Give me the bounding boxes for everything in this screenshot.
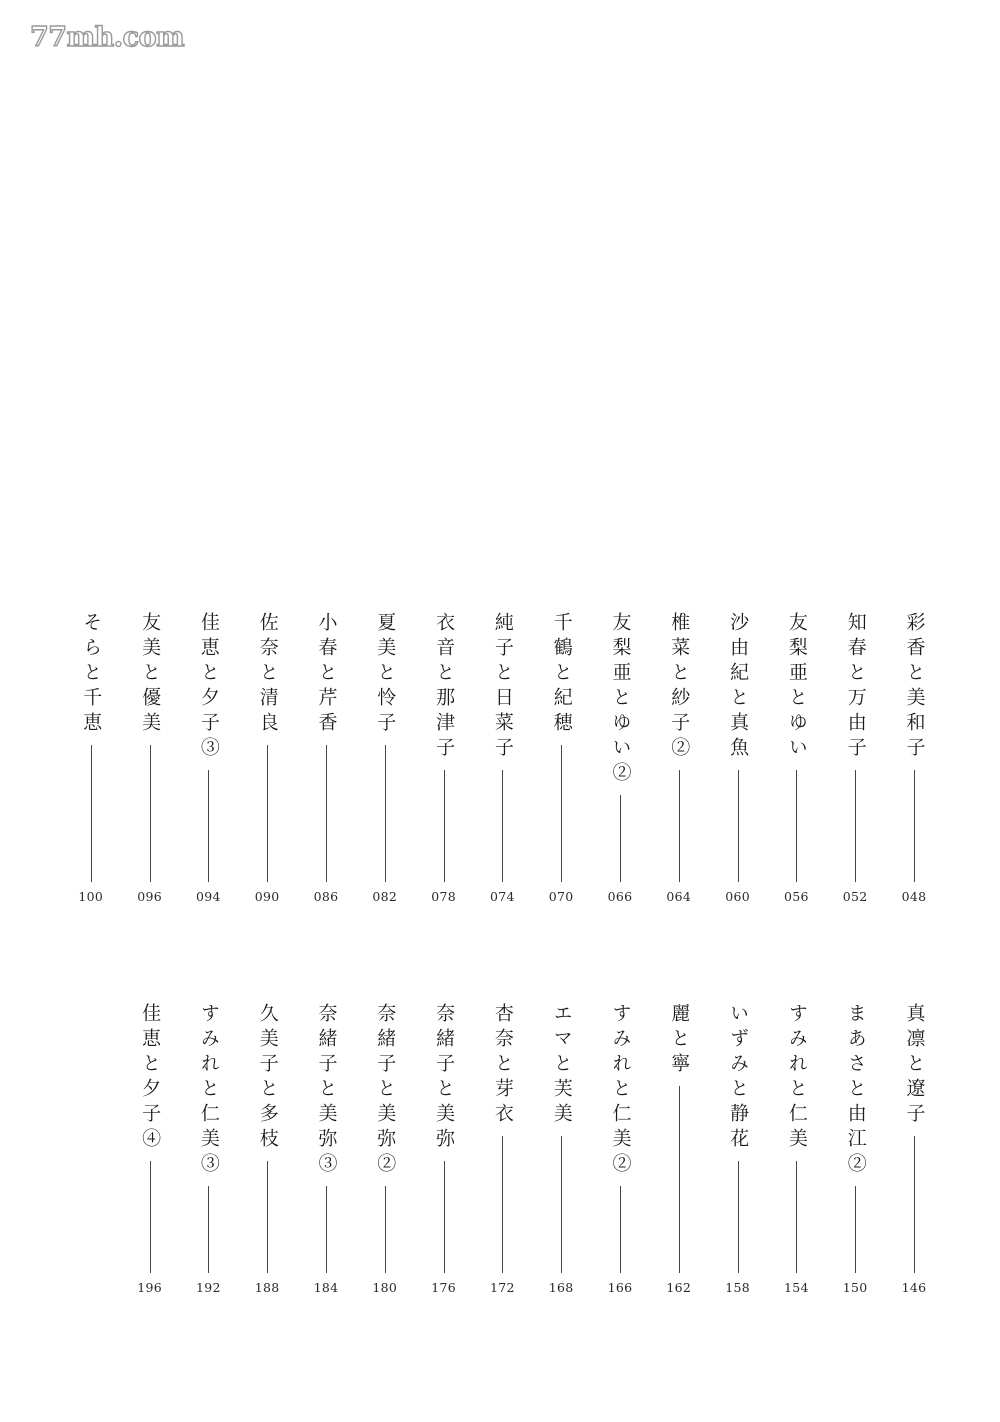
toc-leader-line	[502, 770, 503, 882]
toc-page-number: 096	[137, 889, 162, 904]
toc-page-number: 082	[372, 889, 398, 904]
toc-leader-line	[620, 795, 621, 882]
toc-leader-line	[267, 745, 268, 882]
toc-entry	[537, 1003, 585, 1299]
toc-page-number: 070	[548, 889, 574, 904]
toc-leader-line	[326, 745, 327, 882]
toc-entry	[714, 612, 762, 908]
toc-page-number: 066	[607, 889, 633, 904]
toc-entry-title: 佳恵と夕子④	[139, 1003, 162, 1153]
toc-entry	[243, 1003, 291, 1299]
toc-entry-title: 奈緒子と美弥	[433, 1003, 456, 1153]
toc-leader-line	[91, 745, 92, 882]
toc-entry-title: 友梨亜とゆい	[785, 612, 808, 762]
toc-leader-line	[796, 770, 797, 882]
toc-page-number: 064	[666, 889, 692, 904]
toc-page-number: 100	[78, 889, 104, 904]
toc-entry-title: 麗と寧	[668, 1003, 691, 1078]
toc-page-number: 168	[548, 1280, 574, 1295]
toc-leader-line	[444, 1161, 445, 1273]
toc-entry	[655, 612, 703, 908]
toc-page-number: 074	[490, 889, 515, 904]
toc-entry-title: 奈緒子と美弥③	[315, 1003, 338, 1178]
toc-page-number: 150	[842, 1280, 868, 1295]
toc-leader-line	[561, 1136, 562, 1273]
toc-leader-line	[385, 1186, 386, 1273]
toc-leader-line	[679, 1086, 680, 1273]
toc-entry-title: 千鶴と紀穂	[550, 612, 573, 737]
toc-page-number: 188	[254, 1280, 280, 1295]
toc-entry	[420, 1003, 468, 1299]
toc-entry-title: 純子と日菜子	[491, 612, 514, 762]
toc-page-number: 146	[901, 1280, 927, 1295]
toc-entry	[243, 612, 291, 908]
toc-leader-line	[914, 770, 915, 882]
toc-entry	[478, 1003, 526, 1299]
toc-entry-title: 友美と優美	[139, 612, 162, 737]
toc-entry	[184, 1003, 232, 1299]
table-of-contents-bottom	[0, 1003, 1000, 1303]
toc-entry-title: 彩香と美和子	[903, 612, 926, 762]
toc-entry	[831, 612, 879, 908]
toc-entry-title: 衣音と那津子	[433, 612, 456, 762]
toc-leader-line	[502, 1136, 503, 1273]
toc-page-number: 056	[784, 889, 809, 904]
toc-leader-line	[679, 770, 680, 882]
toc-leader-line	[150, 1161, 151, 1273]
toc-entry-title: 沙由紀と真魚	[727, 612, 750, 762]
toc-page-number: 162	[666, 1280, 692, 1295]
toc-page-number: 166	[607, 1280, 633, 1295]
toc-page-number: 052	[842, 889, 868, 904]
toc-entry	[420, 612, 468, 908]
toc-entry	[478, 612, 526, 908]
toc-entry-title: 奈緒子と美弥②	[374, 1003, 397, 1178]
toc-page-number: 158	[725, 1280, 750, 1295]
toc-page-number: 172	[490, 1280, 515, 1295]
toc-leader-line	[326, 1186, 327, 1273]
toc-leader-line	[385, 745, 386, 882]
toc-entry	[302, 612, 350, 908]
toc-leader-line	[150, 745, 151, 882]
toc-entry	[831, 1003, 879, 1299]
toc-entry-title: 久美子と多枝	[256, 1003, 279, 1153]
toc-leader-line	[855, 770, 856, 882]
toc-page-number: 078	[431, 889, 456, 904]
toc-page-number: 060	[725, 889, 750, 904]
toc-entry-title: 杏奈と芽衣	[491, 1003, 514, 1128]
toc-entry-title: 真凛と遼子	[903, 1003, 926, 1128]
toc-entry-title: 友梨亜とゆい②	[609, 612, 632, 787]
toc-leader-line	[796, 1161, 797, 1273]
toc-entry	[361, 1003, 409, 1299]
toc-entry	[361, 612, 409, 908]
toc-leader-line	[855, 1186, 856, 1273]
toc-leader-line	[738, 1161, 739, 1273]
table-of-contents-top	[0, 612, 1000, 912]
toc-entry-title: 佐奈と清良	[256, 612, 279, 737]
toc-entry	[890, 612, 938, 908]
toc-leader-line	[444, 770, 445, 882]
toc-entry-title: いずみと静花	[727, 1003, 750, 1153]
toc-entry	[772, 612, 820, 908]
toc-page-number: 192	[196, 1280, 221, 1295]
toc-leader-line	[208, 1186, 209, 1273]
toc-page-number: 094	[196, 889, 221, 904]
toc-entry	[890, 1003, 938, 1299]
toc-entry-title: 椎菜と紗子②	[668, 612, 691, 762]
toc-leader-line	[738, 770, 739, 882]
toc-entry-title: すみれと仁美	[785, 1003, 808, 1153]
toc-leader-line	[620, 1186, 621, 1273]
toc-page-number: 154	[784, 1280, 809, 1295]
toc-entry	[596, 612, 644, 908]
toc-leader-line	[208, 770, 209, 882]
toc-entry	[302, 1003, 350, 1299]
toc-entry	[67, 612, 115, 908]
toc-page-number: 196	[137, 1280, 162, 1295]
toc-leader-line	[267, 1161, 268, 1273]
toc-entry	[714, 1003, 762, 1299]
toc-page-number: 180	[372, 1280, 398, 1295]
toc-leader-line	[914, 1136, 915, 1273]
toc-entry	[537, 612, 585, 908]
toc-entry-title: 知春と万由子	[844, 612, 867, 762]
toc-entry-title: そらと千恵	[80, 612, 103, 737]
toc-entry-title: エマと芙美	[550, 1003, 573, 1128]
toc-leader-line	[561, 745, 562, 882]
toc-entry-title: すみれと仁美③	[197, 1003, 220, 1178]
watermark: 77mh.com	[30, 22, 185, 53]
toc-page-number: 048	[901, 889, 927, 904]
toc-page-number: 090	[254, 889, 280, 904]
toc-entry-title: 小春と芹香	[315, 612, 338, 737]
toc-entry	[772, 1003, 820, 1299]
toc-entry	[126, 612, 174, 908]
toc-entry-title: 佳恵と夕子③	[197, 612, 220, 762]
toc-entry-title: 夏美と怜子	[374, 612, 397, 737]
toc-entry	[655, 1003, 703, 1299]
toc-entry-title: まあさと由江②	[844, 1003, 867, 1178]
toc-entry	[596, 1003, 644, 1299]
toc-entry-title: すみれと仁美②	[609, 1003, 632, 1178]
toc-page-number: 176	[431, 1280, 456, 1295]
toc-entry	[184, 612, 232, 908]
toc-page-number: 086	[313, 889, 339, 904]
toc-page-number: 184	[313, 1280, 339, 1295]
toc-entry	[126, 1003, 174, 1299]
